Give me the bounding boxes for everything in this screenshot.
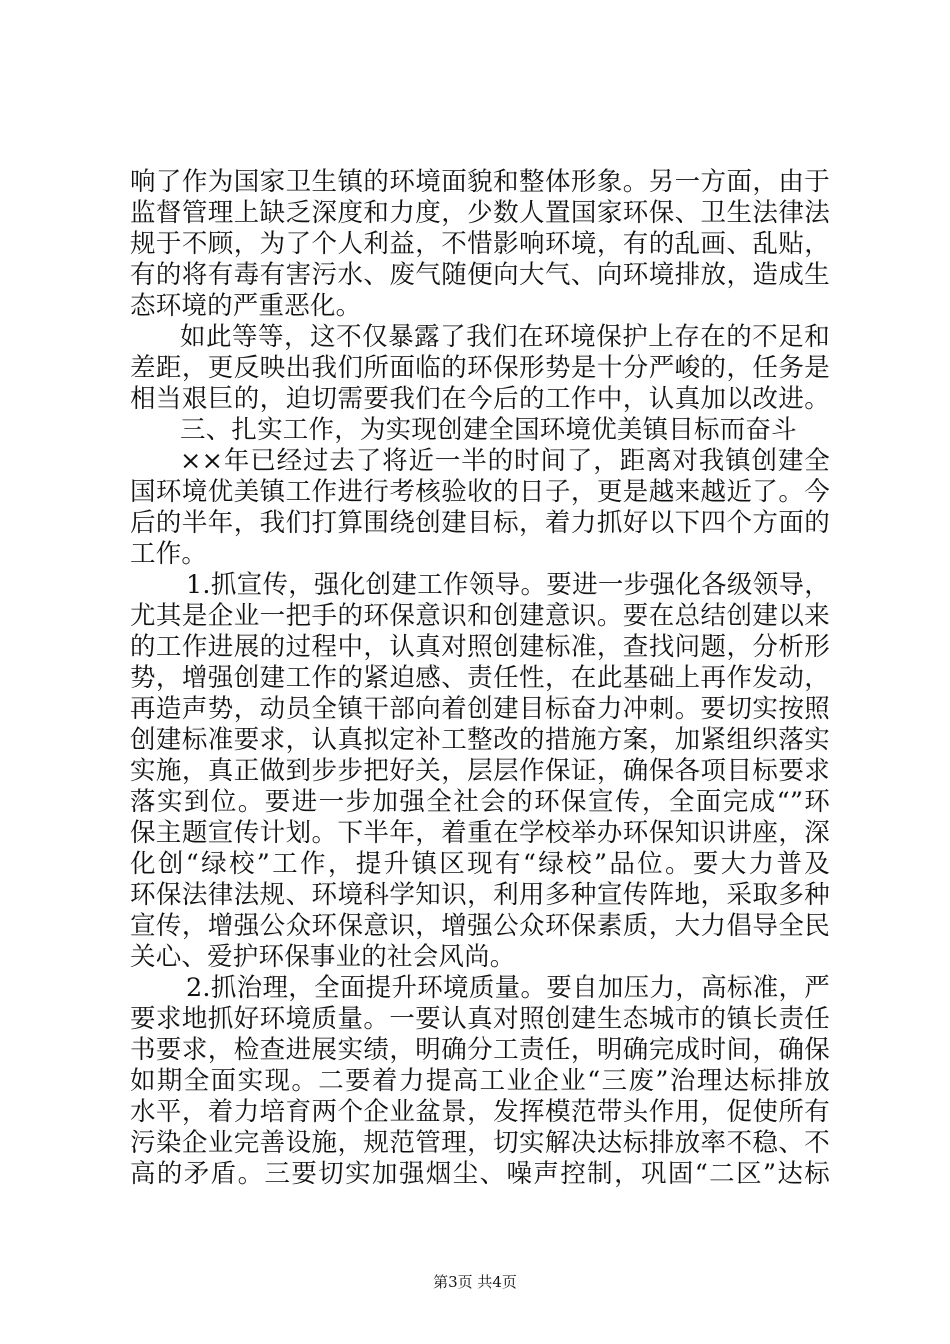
text-line: 国环境优美镇工作进行考核验收的日子，更是越来越近了。今 bbox=[130, 477, 830, 507]
document-body bbox=[130, 167, 830, 1190]
text-line: 宣传，增强公众环保意识，增强公众环保素质，大力倡导全民 bbox=[130, 911, 830, 941]
text-line: 保主题宣传计划。下半年，着重在学校举办环保知识讲座，深 bbox=[130, 818, 830, 848]
text-line: 尤其是企业一把手的环保意识和创建意识。要在总结创建以来 bbox=[130, 601, 830, 631]
text-line: 关心、爱护环保事业的社会风尚。 bbox=[130, 942, 516, 972]
text-line: 化创“绿校”工作，提升镇区现有“绿校”品位。要大力普及 bbox=[130, 849, 830, 879]
text-line: 高的矛盾。三要切实加强烟尘、噪声控制，巩固“二区”达标 bbox=[130, 1159, 830, 1189]
section-heading: 三、扎实工作，为实现创建全国环境优美镇目标而奋斗 bbox=[180, 415, 797, 445]
text-line: 势，增强创建工作的紧迫感、责任性，在此基础上再作发动， bbox=[130, 663, 830, 693]
text-line: 落实到位。要进一步加强全社会的环保宣传，全面完成“”环 bbox=[130, 787, 830, 817]
text-line: 水平，着力培育两个企业盆景，发挥模范带头作用，促使所有 bbox=[130, 1097, 830, 1127]
text-line: 监督管理上缺乏深度和力度，少数人置国家环保、卫生法律法 bbox=[130, 198, 830, 228]
text-line: 工作。 bbox=[130, 539, 208, 569]
text-line: 响了作为国家卫生镇的环境面貌和整体形象。另一方面，由于 bbox=[130, 167, 830, 197]
text-line: 环保法律法规、环境科学知识，利用多种宣传阵地，采取多种 bbox=[130, 880, 830, 910]
text-line: 实施，真正做到步步把好关，层层作保证，确保各项目标要求 bbox=[130, 756, 830, 786]
numbered-item-first-line: 2.抓治理，全面提升环境质量。要自加压力，高标准，严 bbox=[186, 973, 830, 1003]
numbered-item-first-line: 1.抓宣传，强化创建工作领导。要进一步强化各级领导， bbox=[186, 570, 830, 600]
text-line: 污染企业完善设施，规范管理，切实解决达标排放率不稳、不 bbox=[130, 1128, 830, 1158]
page-footer bbox=[0, 1272, 950, 1292]
text-line: 态环境的严重恶化。 bbox=[130, 291, 362, 321]
text-line: 如期全面实现。二要着力提高工业企业“三废”治理达标排放 bbox=[130, 1066, 830, 1096]
text-line: 后的半年，我们打算围绕创建目标，着力抓好以下四个方面的 bbox=[130, 508, 830, 538]
text-line: 相当艰巨的，迫切需要我们在今后的工作中，认真加以改进。 bbox=[130, 384, 830, 414]
paragraph-first-line: ××年已经过去了将近一半的时间了，距离对我镇创建全 bbox=[180, 446, 830, 476]
text-line: 书要求，检查进展实绩，明确分工责任，明确完成时间，确保 bbox=[130, 1035, 830, 1065]
text-line: 规于不顾，为了个人利益，不惜影响环境，有的乱画、乱贴， bbox=[130, 229, 830, 259]
text-line: 有的将有毒有害污水、废气随便向大气、向环境排放，造成生 bbox=[130, 260, 830, 290]
text-line: 再造声势，动员全镇干部向着创建目标奋力冲刺。要切实按照 bbox=[130, 694, 830, 724]
text-line: 的工作进展的过程中，认真对照创建标准，查找问题，分析形 bbox=[130, 632, 830, 662]
text-line: 创建标准要求，认真拟定补工整改的措施方案，加紧组织落实 bbox=[130, 725, 830, 755]
paragraph-first-line: 如此等等，这不仅暴露了我们在环境保护上存在的不足和 bbox=[180, 322, 830, 352]
text-line: 要求地抓好环境质量。一要认真对照创建生态城市的镇长责任 bbox=[130, 1004, 830, 1034]
page-number-label: 第3页 共4页 bbox=[433, 1273, 517, 1291]
text-line: 差距，更反映出我们所面临的环保形势是十分严峻的，任务是 bbox=[130, 353, 830, 383]
